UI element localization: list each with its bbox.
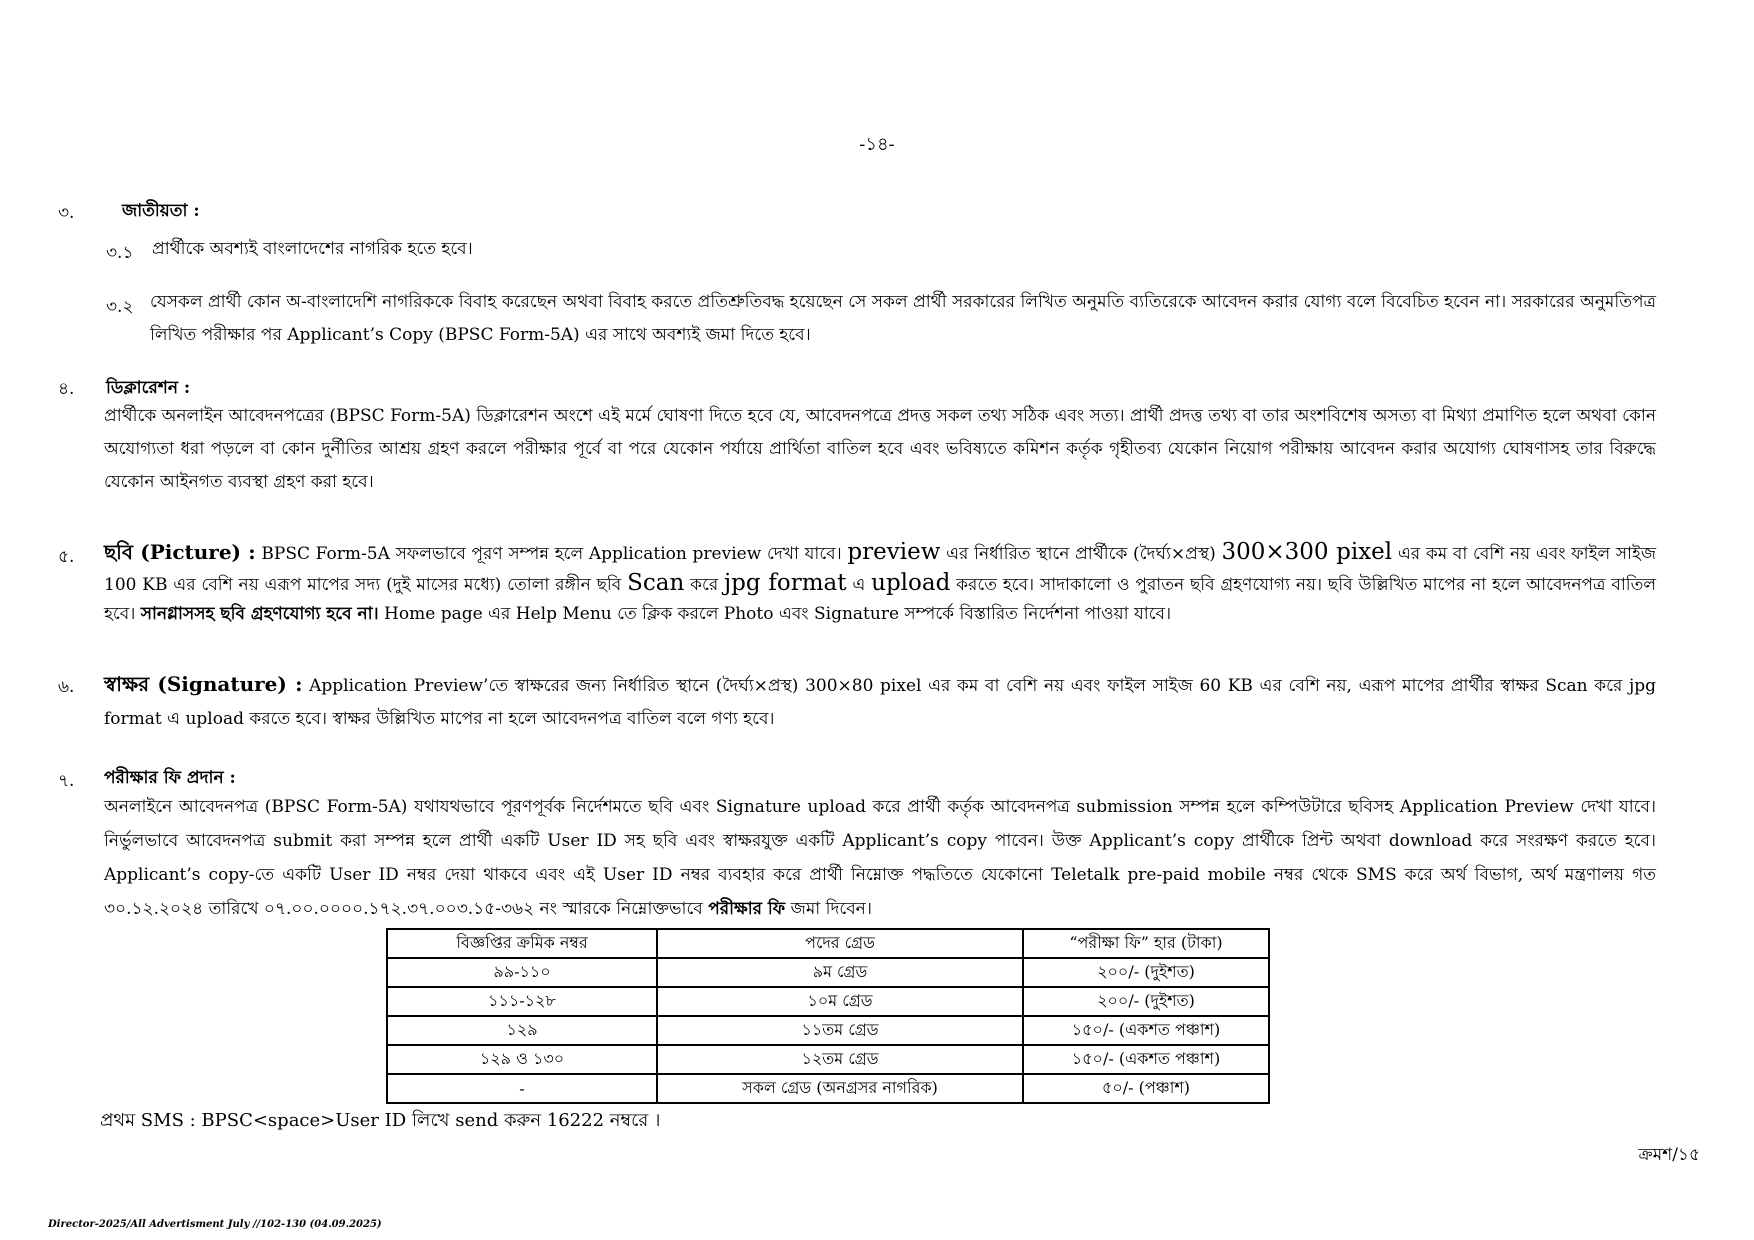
- section-5-text-11: করতে হবে। সাদাকালো ও পুরাতন ছবি গ্রহণযোগ্য নয়। ছবি উল্লিখিত মাপের না হলে আবেদনপত্র বাতিল হবে।: [104, 575, 1657, 624]
- section-5-text-7: করে: [690, 575, 719, 595]
- section-3-1-text: প্রার্থীকে অবশ্যই বাংলাদেশের নাগরিক হতে হবে।: [152, 239, 473, 259]
- section-5-text-9: এ: [852, 575, 866, 595]
- table-cell: ১২৯: [387, 1016, 657, 1045]
- table-cell: ১১তম গ্রেড: [657, 1016, 1023, 1045]
- section-3-2-number: ৩.২: [106, 297, 134, 317]
- section-3-title: জাতীয়তা :: [122, 201, 200, 221]
- section-4-title: ডিক্লারেশন :: [106, 378, 191, 398]
- section-5-title: ছবি (Picture) :: [104, 540, 256, 564]
- table-row: [387, 987, 1269, 1016]
- section-7-title: পরীক্ষার ফি প্রদান :: [104, 768, 236, 788]
- section-3-1-number: ৩.১: [106, 243, 134, 263]
- section-7-number: ৭.: [58, 771, 75, 791]
- section-5-text-10: upload: [871, 570, 951, 596]
- section-6-title: স্বাক্ষর (Signature) :: [104, 672, 303, 696]
- table-row: [387, 1074, 1269, 1103]
- section-7-paragraph: [104, 790, 1656, 926]
- table-cell: সকল গ্রেড (অনগ্রসর নাগরিক): [657, 1074, 1023, 1103]
- sms-instruction: প্রথম SMS : BPSC<space>User ID লিখে send করুন 16222 নম্বরে ।: [100, 1110, 661, 1131]
- table-cell: ১০ম গ্রেড: [657, 987, 1023, 1016]
- section-5-text-1: BPSC Form-5A সফলভাবে পূরণ সম্পন্ন হলে Application preview দেখা যাবে।: [261, 544, 842, 564]
- table-row: [387, 1016, 1269, 1045]
- section-5-text-5: এর কম বা বেশি নয় এবং ফাইল সাইজ 100 KB এর বেশি নয় এরূপ মাপের সদ্য (দুই মাসের মধ্যে) তোলা রঙ্গীন ছবি: [104, 544, 1657, 595]
- section-7-text: অনলাইনে আবেদনপত্র (BPSC Form-5A) যথাযথভাবে পূরণপূর্বক নির্দেশমতে ছবি এবং Signature upload করে প্রার্থী কর্তৃক আবেদনপত্র submission সম্পন্ন হলে কম্পিউটারে ছবিসহ Application Preview দেখা যাবে। নির্ভুলভাবে আবেদনপত্র submit করা সম্পন্ন হলে প্রার্থী একটি User ID সহ ছবি এবং স্বাক্ষরযুক্ত একটি Applicant’s copy পাবেন। উক্ত Applicant’s copy প্রার্থীকে প্রিন্ট অথবা download করে সংরক্ষণ করতে হবে। Applicant’s copy-তে একটি User ID নম্বর দেয়া থাকবে এবং এই User ID নম্বর ব্যবহার করে প্রার্থী নিম্নোক্ত পদ্ধতিতে যেকোনো Teletalk pre-paid mobile নম্বর থেকে SMS করে অর্থ বিভাগ, অর্থ মন্ত্রণালয় গত ৩০.১২.২০২৪ তারিখে ০৭.০০.০০০০.১৭২.৩৭.০০৩.১৫-৩৬২ নং স্মারকে নিম্নোক্তভাবে: [104, 797, 1656, 919]
- page-number: -১৪-: [859, 134, 895, 155]
- table-cell: ৫০/- (পঞ্চাশ): [1023, 1074, 1269, 1103]
- section-5-text-12: সানগ্লাসসহ ছবি গ্রহণযোগ্য হবে না।: [140, 604, 379, 624]
- fee-table-header-cell: বিজ্ঞপ্তির ক্রমিক নম্বর: [387, 929, 657, 958]
- table-cell: ২০০/- (দুইশত): [1023, 958, 1269, 987]
- table-cell: ১২৯ ও ১৩০: [387, 1045, 657, 1074]
- table-cell: ৯ম গ্রেড: [657, 958, 1023, 987]
- continued-marker: ক্রমশ/১৫: [1638, 1145, 1700, 1165]
- section-6-text: Application Preview’তে স্বাক্ষরের জন্য নির্ধারিত স্থানে (দৈর্ঘ্য×প্রস্থ) 300×80 pixel এর কম বা বেশি নয় এবং ফাইল সাইজ 60 KB এর বেশি নয়, এরূপ মাপের প্রার্থীর স্বাক্ষর Scan করে jpg format এ upload করতে হবে। স্বাক্ষর উল্লিখিত মাপের না হলে আবেদনপত্র বাতিল বলে গণ্য হবে।: [104, 676, 1656, 729]
- fee-table-header-cell: “পরীক্ষা ফি” হার (টাকা): [1023, 929, 1269, 958]
- section-6-number: ৬.: [58, 677, 75, 697]
- section-5-text-4: 300×300 pixel: [1221, 539, 1393, 565]
- fee-table: [386, 928, 1270, 1104]
- section-7-text-bold: পরীক্ষার ফি: [708, 899, 786, 919]
- fee-table-header: [387, 929, 1269, 958]
- section-7-text-end: জমা দিবেন।: [790, 899, 872, 919]
- table-cell: ১২তম গ্রেড: [657, 1045, 1023, 1074]
- fee-table-header-cell: পদের গ্রেড: [657, 929, 1023, 958]
- section-4-text: প্রার্থীকে অনলাইন আবেদনপত্রের (BPSC Form-5A) ডিক্লারেশন অংশে এই মর্মে ঘোষণা দিতে হবে যে, আবেদনপত্রে প্রদত্ত সকল তথ্য সঠিক এবং সত্য। প্রার্থী প্রদত্ত তথ্য বা তার অংশবিশেষ অসত্য বা মিথ্যা প্রমাণিত হলে অথবা কোন অযোগ্যতা ধরা পড়লে বা কোন দুর্নীতির আশ্রয় গ্রহণ করলে পরীক্ষার পূর্বে বা পরে যেকোন পর্যায়ে প্রার্থিতা বাতিল হবে এবং ভবিষ্যতে কমিশন কর্তৃক গৃহীতব্য যেকোন নিয়োগ পরীক্ষায় আবেদন করার অযোগ্য ঘোষণাসহ তার বিরুদ্ধে যেকোন আইনগত ব্যবস্থা গ্রহণ করা হবে।: [104, 406, 1656, 492]
- section-4-number: ৪.: [58, 379, 75, 399]
- table-cell: -: [387, 1074, 657, 1103]
- section-5-text-8: jpg format: [724, 570, 847, 596]
- section-5-number: ৫.: [58, 547, 75, 567]
- table-cell: ৯৯-১১০: [387, 958, 657, 987]
- section-5-paragraph: [104, 538, 1656, 629]
- table-row: [387, 1045, 1269, 1074]
- table-cell: ১৫০/- (একশত পঞ্চাশ): [1023, 1045, 1269, 1074]
- table-cell: ২০০/- (দুইশত): [1023, 987, 1269, 1016]
- table-row: [387, 958, 1269, 987]
- footer-reference: Director-2025/All Advertisment July //102-130 (04.09.2025): [48, 1219, 382, 1230]
- section-6-paragraph: [104, 668, 1656, 736]
- table-cell: ১১১-১২৮: [387, 987, 657, 1016]
- section-5-text-13: Home page এর Help Menu তে ক্লিক করলে Photo এবং Signature সম্পর্কে বিস্তারিত নির্দেশনা পাওয়া যাবে।: [384, 604, 1172, 624]
- section-5-text-2: preview: [847, 539, 941, 565]
- section-5-text-6: Scan: [627, 570, 685, 596]
- section-3-number: ৩.: [58, 203, 75, 223]
- section-3-2-text: যেসকল প্রার্থী কোন অ-বাংলাদেশি নাগরিককে বিবাহ করেছেন অথবা বিবাহ করতে প্রতিশ্রুতিবদ্ধ হয়েছেন সে সকল প্রার্থী সরকারের লিখিত অনুমতি ব্যতিরেকে আবেদন করার যোগ্য বলে বিবেচিত হবেন না। সরকারের অনুমতিপত্র লিখিত পরীক্ষার পর Applicant’s Copy (BPSC Form-5A) এর সাথে অবশ্যই জমা দিতে হবে।: [150, 292, 1656, 345]
- table-cell: ১৫০/- (একশত পঞ্চাশ): [1023, 1016, 1269, 1045]
- section-5-text-3: এর নির্ধারিত স্থানে প্রার্থীকে (দৈর্ঘ্য×প্রস্থ): [946, 544, 1216, 564]
